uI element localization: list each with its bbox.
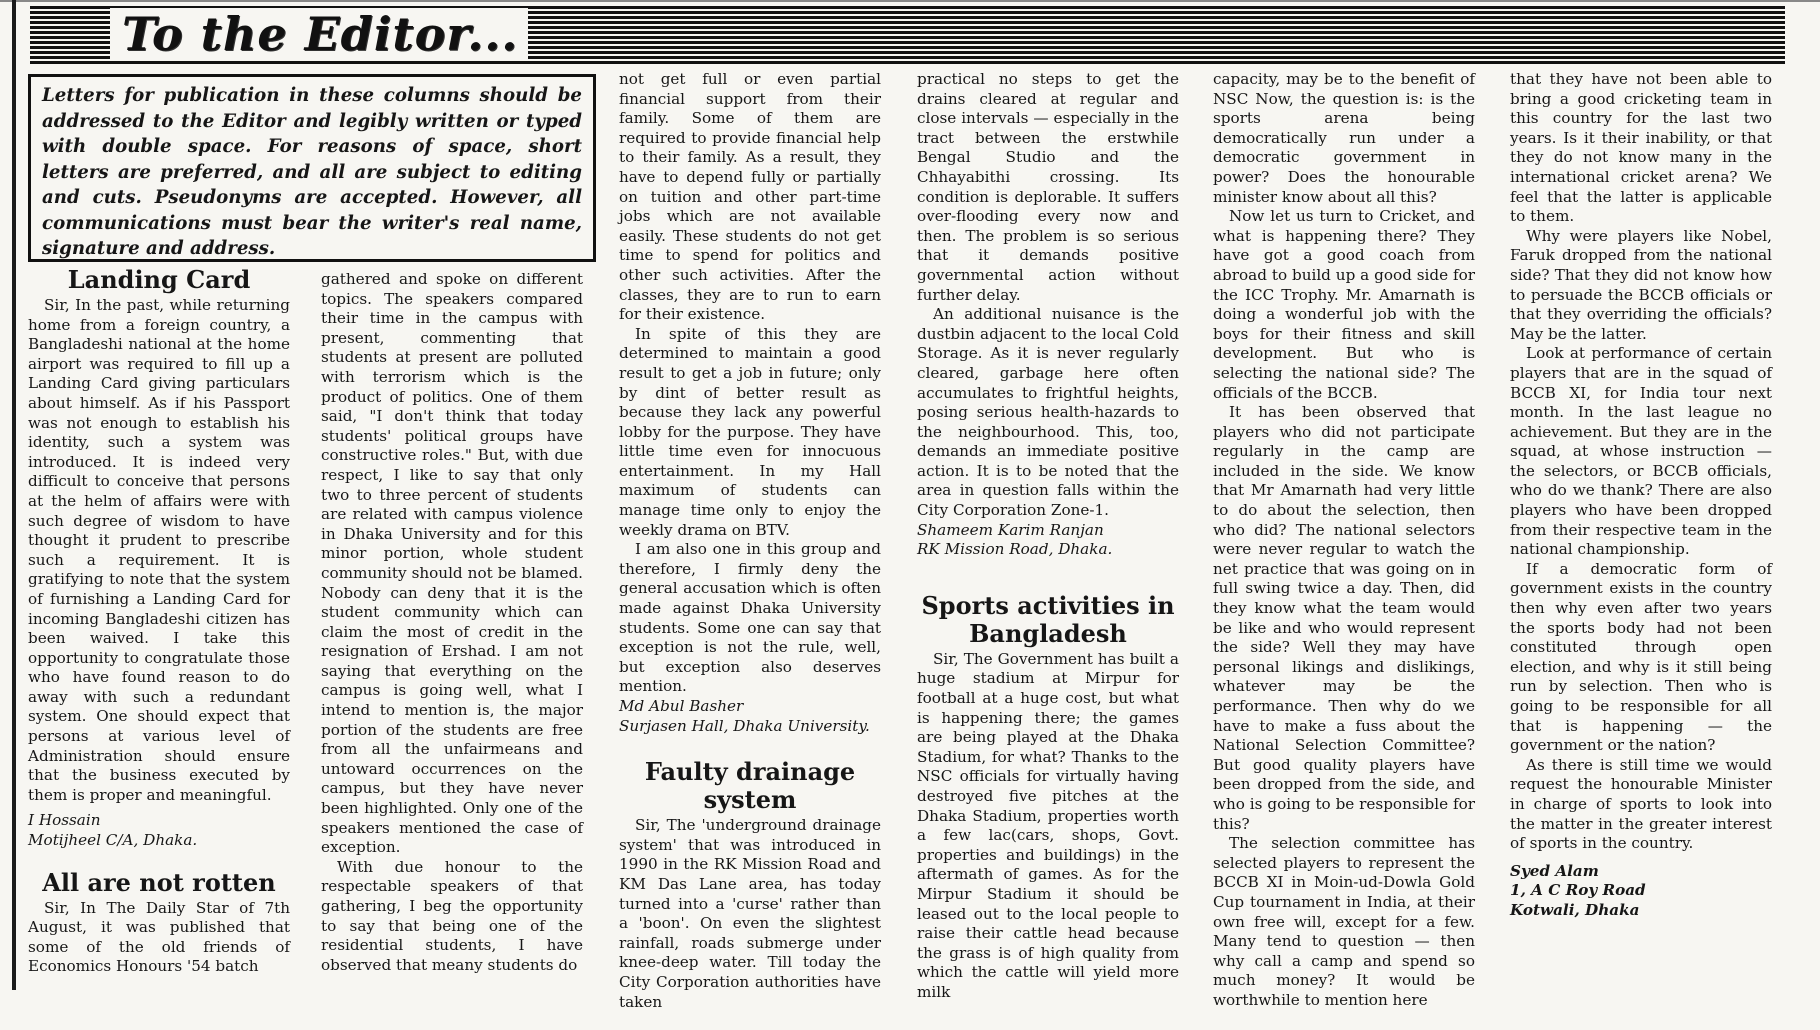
letter-signature-address: Surjasen Hall, Dhaka University. <box>619 716 870 735</box>
letter-body-paragraph: The selection committee has selected players to represent the BCCB XI in Moin-ud-Dowla Gold Cup tournament in India, at their own free will, except for a few. Many tend to question — then why call a camp and spend so much money? It would be worthwhile to mention here <box>1213 834 1475 1009</box>
letter-body-paragraph: gathered and spoke on different topics. The speakers compared their time in the campus with present, commenting that students at present are polluted with terrorism which is the product of politics. One of them said, "I don't think that today students' political groups have constructive roles." But, with due respect, I like to say that only two to three percent of students are related with campus violence in Dhaka University and for this minor portion, whole student community should not be blamed. Nobody can deny that it is the student community which can claim the most of credit in the resignation of Ershad. I am not saying that everything on the campus is going well, what I intend to mention is, the major portion of the students are free from all the unfairmeans and untoward occurrences on the campus, but they have never been highlighted. Only one of the speakers mentioned the case of exception. <box>321 270 583 857</box>
letter-body-paragraph: An additional nuisance is the dustbin adjacent to the local Cold Storage. As it is never regularly cleared, garbage here often accumulates to frightful heights, posing serious health-hazards to the neighbourhood. This, too, demands an immediate positive action. It is to be noted that the area in question falls within the City Corporation Zone-1. <box>917 305 1179 520</box>
section-header <box>30 6 1785 64</box>
letter-signature-address: RK Mission Road, Dhaka. <box>917 540 1113 559</box>
top-border <box>0 0 1820 2</box>
section-title: To the Editor... <box>110 8 528 60</box>
letter-signature-name: Shameem Karim Ranjan <box>917 520 1104 539</box>
column-rule-left <box>12 0 16 990</box>
letter-signature-name: Syed Alam <box>1510 861 1599 880</box>
letter-body-paragraph: Look at performance of certain players that are in the squad of BCCB XI, for India tour next month. In the last league no achievement. But they are in the squad, at whose instruction — the selectors, or BCCB officials, who do we thank? There are also players who have been dropped from their respective team in the national championship. <box>1510 344 1772 559</box>
letter-signature-name: I Hossain <box>28 811 101 830</box>
letter-body-paragraph: Sir, In The Daily Star of 7th August, it was published that some of the old friends of Economics Honours '54 batch <box>28 898 290 976</box>
column-3 <box>619 70 881 1011</box>
letter-body-landing-card: Sir, In the past, while returning home from a foreign country, a Bangladeshi national at the home airport was required to fill up a Landing Card giving particulars about himself. As if his Passport was not enough to establish his identity, such a system was introduced. It is indeed very difficult to conceive that persons at the helm of affairs were with such degree of wisdom to have thought it prudent to prescribe such a requirement. It is gratifying to note that the system of furnishing a Landing Card for incoming Bangladeshi citizen has been waived. I take this opportunity to congratulate those who have found reason to do away with such a redundant system. One should expect that persons at various level of Administration should ensure that the business executed by them is proper and meaningful. <box>28 296 290 804</box>
letter-body-paragraph: Why were players like Nobel, Faruk dropped from the national side? That they did not know how to persuade the BCCB officials or that they overriding the officials? May be the latter. <box>1510 226 1772 343</box>
letter-body-paragraph: Sir, The Government has built a huge stadium at Mirpur for football at a huge cost, but what is happening there; the games are being played at the Dhaka Stadium, for what? Thanks to the NSC officials for virtually having destroyed five pitches at the Dhaka Stadium, properties worth a few lac(cars, shops, Govt. properties and buildings) in the aftermath of games. As for the Mirpur Stadium it should be leased out to the local people to raise their cattle head because the grass is of high quality from which the cattle will yield more milk <box>917 649 1179 1001</box>
letter-signature-address: Motijheel C/A, Dhaka. <box>28 831 198 850</box>
letter-body-paragraph: practical no steps to get the drains cleared at regular and close intervals — especially in the tract between the erstwhile Bengal Studio and the Chhayabithi crossing. Its condition is deplorable. It suffers over-flooding every now and then. The problem is so serious that it demands positive governmental action without further delay. <box>917 70 1179 304</box>
letter-body-paragraph: capacity, may be to the benefit of NSC Now, the question is: is the sports arena being democratically run under a democratic government in power? Does the honourable minister know about all this? <box>1213 70 1475 206</box>
letter-body-paragraph: In spite of this they are determined to maintain a good result to get a job in future; only by dint of better result as because they lack any powerful lobby for the purpose. They have little time even for innocuous entertainment. In my Hall maximum of students can manage time only to enjoy the weekly drama on BTV. <box>619 324 881 539</box>
column-5 <box>1213 70 1475 1009</box>
letter-headline-not-rotten: All are not rotten <box>42 867 276 897</box>
letter-headline-sports: Sports activities in Bangladesh <box>921 590 1175 648</box>
letter-body-paragraph: If a democratic form of government exists in the country then why even after two years the sports body had not been constituted through open election, and why is it still being run by selection. Then who is going to be responsible for all that is happening — the government or the nation? <box>1510 559 1772 755</box>
letter-body-paragraph: As there is still time we would request the honourable Minister in charge of sports to look into the matter in the greater interest of sports in the country. <box>1510 755 1772 853</box>
letter-signature-address: Kotwali, Dhaka <box>1510 900 1640 919</box>
letter-body-paragraph: With due honour to the respectable speakers of that gathering, I beg the opportunity to say that being one of the residential students, I have observed that meany students do <box>321 857 583 974</box>
letter-body-paragraph: I am also one in this group and therefore, I firmly deny the general accusation which is often made against Dhaka University students. Some one can say that exception is not the rule, well, but exception also deserves mention. <box>619 540 881 696</box>
letter-headline-drainage: Faulty drainage system <box>644 757 856 815</box>
column-2 <box>321 270 583 1030</box>
letter-signature-name: Md Abul Basher <box>619 697 744 715</box>
letter-body-paragraph: not get full or even partial financial support from their family. Some of them are required to provide financial help to their family. As a result, they have to depend fully or partially on tuition and other part-time jobs which are not available easily. These students do not get time to spend for politics and other such activities. After the classes, they are to run to earn for their existence. <box>619 70 881 324</box>
column-1 <box>28 266 290 1026</box>
letter-headline-landing-card: Landing Card <box>67 265 251 294</box>
letter-body-paragraph: It has been observed that players who did not participate regularly in the camp are included in the side. We know that Mr Amarnath had very little to do about the selection, then who did? The national selectors were never regular to watch the net practice that was going on in full swing twice a day. Then, did they know what the team would be like and who would represent the side? Well they may have personal likings and dislikings, whatever may be the performance. Then why do we have to make a fuss about the National Selection Committee? But good quality players have been dropped from the side, and who is going to be responsible for this? <box>1213 403 1475 833</box>
letter-body-paragraph: Now let us turn to Cricket, and what is happening there? They have got a good coach from abroad to build up a good side for the ICC Trophy. Mr. Amarnath is doing a wonderful job with the boys for their fitness and skill development. But who is selecting the national side? The officials of the BCCB. <box>1213 207 1475 402</box>
letter-body-paragraph: Sir, The 'underground drainage system' that was introduced in 1990 in the RK Mission Road and KM Das Lane area, has today turned into a 'curse' rather than a 'boon'. On even the slightest rainfall, roads submerge under knee-deep water. Till today the City Corporation authorities have taken <box>619 816 881 1011</box>
letter-signature-address: 1, A C Roy Road <box>1510 881 1646 900</box>
column-4 <box>917 70 1179 1001</box>
column-6 <box>1510 70 1772 919</box>
submission-notice: Letters for publication in these columns should be addressed to the Editor and legibly written or typed with double space. For reasons of space, short letters are preferred, and all are subject to editing and cuts. Pseudonyms are accepted. However, all communications must bear the writer's real name, signature and address. <box>28 74 596 262</box>
letter-body-paragraph: that they have not been able to bring a good cricketing team in this country for the last two years. Is it their inability, or that they do not know many in the international cricket arena? We feel that the latter is applicable to them. <box>1510 70 1772 226</box>
